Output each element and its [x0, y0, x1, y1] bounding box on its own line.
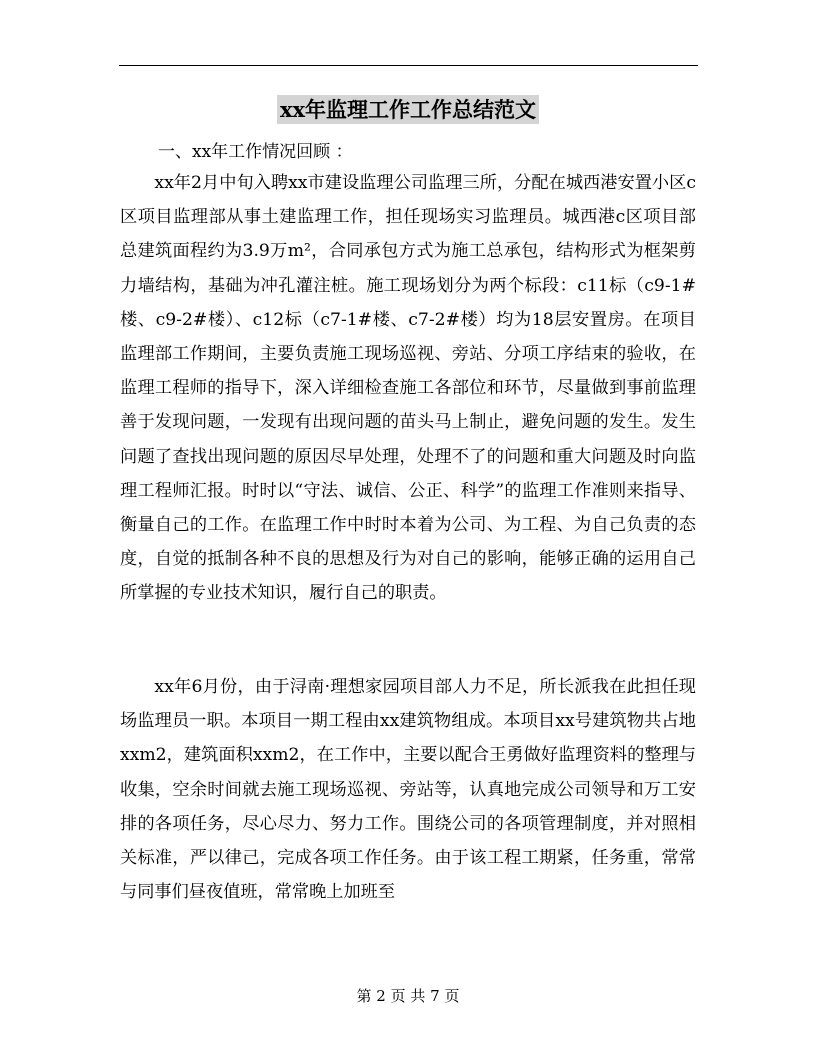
page-number: 第 2 页 共 7 页: [356, 987, 460, 1005]
paragraph-1: xx年2月中旬入聘xx市建设监理公司监理三所，分配在城西港安置小区c区项目监理部从事土建监理工作，担任现场实习监理员。城西港c区项目部总建筑面程约为3.9万m²，合同承包方式为施工总承包，结构形式为框架剪力墙结构，基础为冲孔灌注桩。施工现场划分为两个标段：c11标（c9-1#楼、c9-2#楼）、c12标（c7-1#楼、c7-2#楼）均为18层安置房。在项目监理部工作期间，主要负责施工现场巡视、旁站、分项工序结束的验收，在监理工程师的指导下，深入详细检查施工各部位和环节，尽量做到事前监理善于发现问题，一发现有出现问题的苗头马上制止，避免问题的发生。发生问题了查找出现问题的原因尽早处理，处理不了的问题和重大问题及时向监理工程师汇报。时时以“守法、诚信、公正、科学”的监理工作准则来指导、衡量自己的工作。在监理工作中时时本着为公司、为工程、为自己负责的态度，自觉的抵制各种不良的思想及行为对自己的影响，能够正确的运用自己所掌握的专业技术知识，履行自己的职责。: [120, 173, 696, 604]
document-title: [0, 94, 816, 126]
paragraph-2: xx年6月份，由于浔南·理想家园项目部人力不足，所长派我在此担任现场监理员一职。本项目一期工程由xx建筑物组成。本项目xx号建筑物共占地xxm2，建筑面积xxm2，在工作中，主要以配合王勇做好监理资料的整理与收集，空余时间就去施工现场巡视、旁站等，认真地完成公司领导和万工安排的各项任务，尽心尽力、努力工作。围绕公司的各项管理制度，并对照相关标准，严以律己，完成各项工作任务。由于该工程工期紧，任务重，常常与同事们昼夜值班，常常晚上加班至: [120, 677, 696, 903]
document-title-text: xx年监理工作工作总结范文: [277, 95, 539, 124]
header-rule: [119, 65, 698, 66]
section-heading: 一、xx年工作情况回顾 ：: [158, 142, 353, 162]
